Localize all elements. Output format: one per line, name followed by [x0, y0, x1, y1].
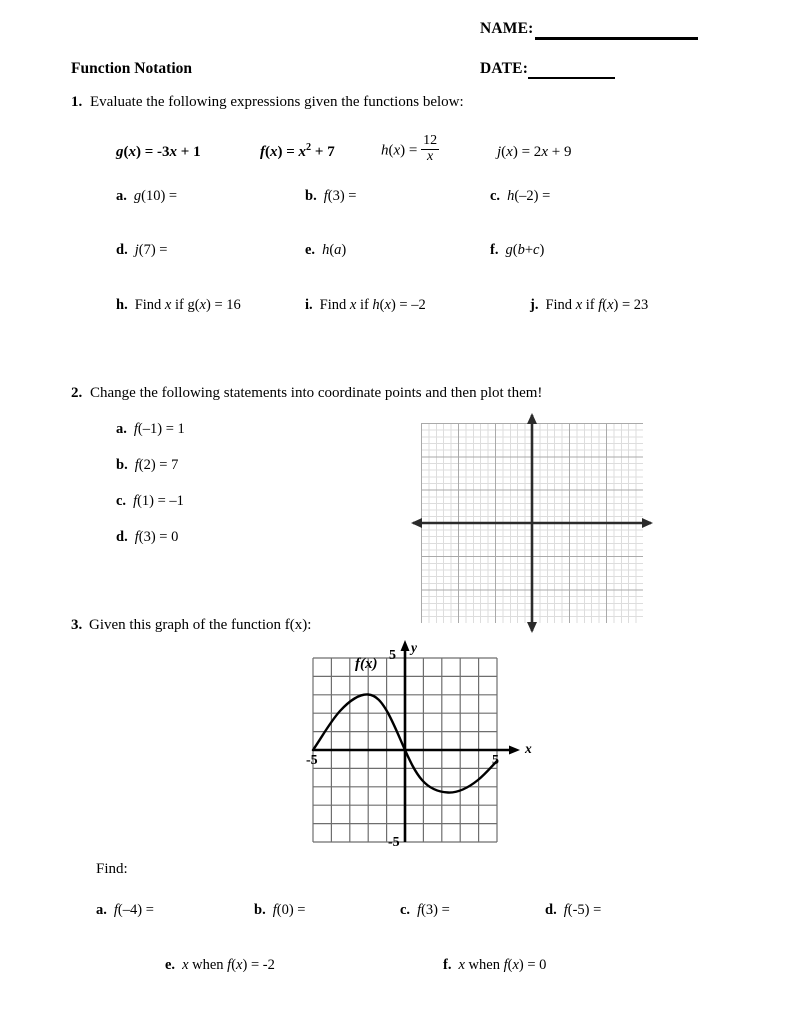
- function-graph[interactable]: [296, 636, 546, 866]
- page-title: Function Notation: [71, 60, 192, 77]
- problem-3-item-f: [443, 957, 546, 974]
- problem-1-number: 1.: [71, 94, 83, 110]
- item-body: f(2) = 7: [134, 457, 179, 473]
- problem-1-item-e: [305, 242, 346, 259]
- name-blank-line[interactable]: [535, 37, 698, 40]
- graph-axes: [313, 640, 520, 842]
- function-h-definition: h(x) = $\frac{12}{x}$: [381, 132, 438, 164]
- problem-1-heading: [71, 94, 464, 111]
- item-letter: c.: [490, 188, 501, 204]
- item-body: x when f(x) = -2: [182, 957, 275, 973]
- problem-1-item-f: [490, 242, 544, 259]
- problem-2-prompt: Change the following statements into coordinate points and then plot them!: [90, 385, 543, 401]
- item-body: h(a): [322, 242, 347, 258]
- item-body: Find x if h(x) = –2: [319, 297, 426, 313]
- fraction-denominator: x: [421, 149, 439, 165]
- name-label: NAME:: [480, 20, 534, 37]
- item-body: f(0) =: [272, 902, 306, 918]
- item-letter: b.: [305, 188, 317, 204]
- problem-3-item-c: [400, 902, 450, 919]
- problem-1-prompt: Evaluate the following expressions given the functions below:: [90, 94, 464, 110]
- item-letter: d.: [116, 242, 128, 258]
- item-body: f(3) =: [323, 188, 357, 204]
- problem-3-heading: [71, 617, 311, 634]
- function-graph-svg: [296, 636, 546, 866]
- function-j-definition: j(x) = 2x + 9: [497, 144, 572, 160]
- grid-axes: [409, 411, 655, 635]
- x-axis-label: x: [525, 741, 532, 756]
- item-body: j(7) =: [134, 242, 168, 258]
- item-body: f(3) =: [417, 902, 450, 918]
- problem-3-item-b: [254, 902, 305, 919]
- problem-1-item-h: [116, 297, 241, 314]
- problem-2-number: 2.: [71, 385, 83, 401]
- item-letter: a.: [96, 902, 107, 918]
- item-body: h(–2) =: [507, 188, 551, 204]
- item-letter: h.: [116, 297, 128, 313]
- function-g-definition: g(x) = -3x + 1: [116, 144, 201, 160]
- y-axis-label: y: [411, 640, 417, 655]
- date-label: DATE:: [480, 60, 529, 77]
- problem-3-item-e: [165, 957, 275, 974]
- item-body: Find x if f(x) = 23: [545, 297, 649, 313]
- item-letter: e.: [305, 242, 316, 258]
- problem-1-item-c: [490, 188, 550, 205]
- item-letter: a.: [116, 188, 127, 204]
- problem-2-heading: [71, 385, 542, 402]
- item-body: f(-5) =: [563, 902, 602, 918]
- item-letter: f.: [490, 242, 499, 258]
- problem-1-item-j: [530, 297, 648, 314]
- problem-1-item-a: [116, 188, 177, 205]
- item-letter: f.: [443, 957, 452, 973]
- find-label: Find:: [96, 861, 128, 877]
- item-letter: b.: [254, 902, 266, 918]
- problem-1-item-i: [305, 297, 426, 314]
- item-body: f(1) = –1: [133, 493, 184, 509]
- problem-2-item-c: [116, 493, 184, 510]
- item-body: g(b+c): [505, 242, 545, 258]
- item-letter: b.: [116, 457, 128, 473]
- item-body: x when f(x) = 0: [458, 957, 547, 973]
- problem-3-item-a: [96, 902, 154, 919]
- function-f-definition: $f(x) = x^2 + 7$: [260, 142, 335, 160]
- item-letter: c.: [116, 493, 127, 509]
- fraction-12-over-x: [421, 134, 439, 164]
- item-letter: i.: [305, 297, 313, 313]
- item-letter: c.: [400, 902, 411, 918]
- item-body: f(–4) =: [113, 902, 154, 918]
- date-blank-line[interactable]: [528, 77, 615, 79]
- item-letter: e.: [165, 957, 176, 973]
- item-body: f(3) = 0: [134, 529, 179, 545]
- function-definitions: [116, 132, 716, 172]
- item-letter: j.: [530, 297, 539, 313]
- problem-1-item-d: [116, 242, 167, 259]
- blank-coordinate-grid[interactable]: [421, 423, 643, 623]
- y-axis-top-tick-label: 5: [389, 648, 396, 663]
- problem-2-item-a: [116, 421, 185, 438]
- x-axis-right-tick-label: 5: [492, 753, 499, 768]
- problem-3-item-d: [545, 902, 601, 919]
- item-letter: d.: [116, 529, 128, 545]
- problem-3-prompt: Given this graph of the function f(x):: [89, 617, 312, 633]
- item-body: g(10) =: [133, 188, 178, 204]
- x-axis-left-tick-label: -5: [306, 753, 318, 768]
- item-body: f(–1) = 1: [133, 421, 185, 437]
- problem-2-item-b: [116, 457, 178, 474]
- item-body: Find x if g(x) = 16: [134, 297, 241, 313]
- problem-1-item-b: [305, 188, 356, 205]
- curve-label: f(x): [355, 656, 378, 672]
- y-axis-bottom-tick-label: -5: [388, 835, 400, 850]
- problem-3-number: 3.: [71, 617, 83, 633]
- item-letter: a.: [116, 421, 127, 437]
- problem-2-item-d: [116, 529, 178, 546]
- fraction-numerator: 12: [423, 132, 438, 148]
- item-letter: d.: [545, 902, 557, 918]
